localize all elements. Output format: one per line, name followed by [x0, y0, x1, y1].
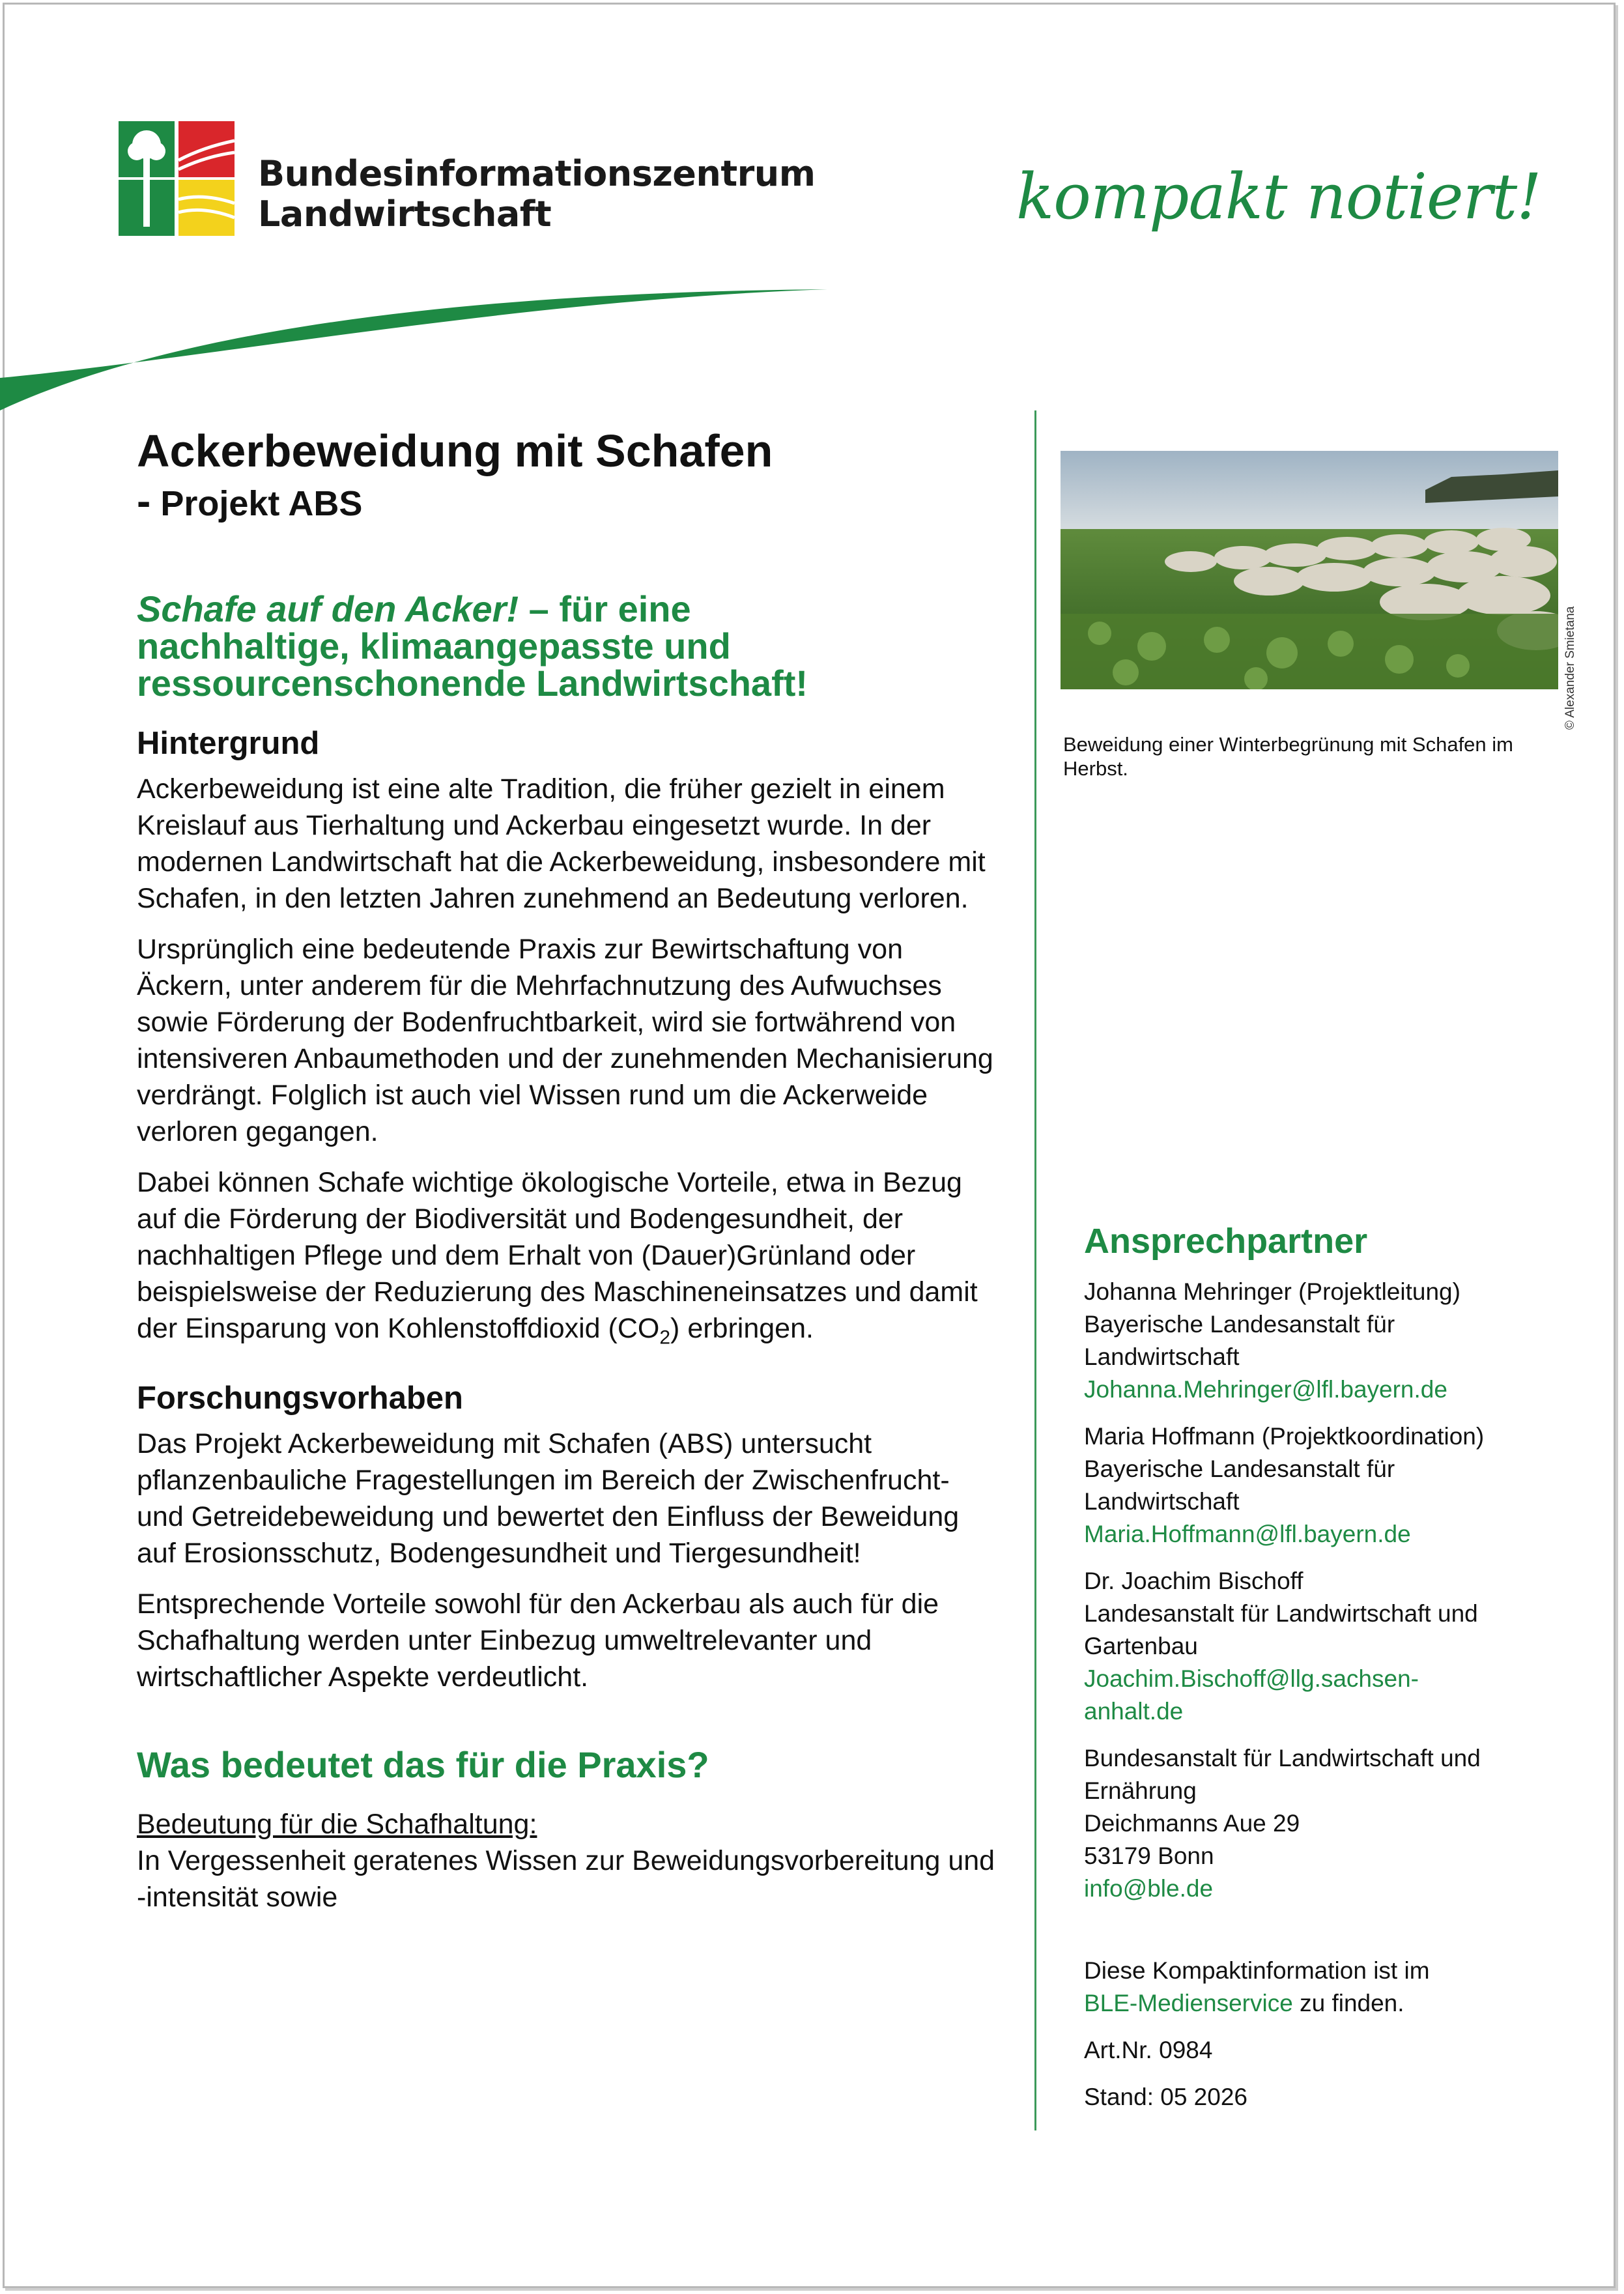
info-line: Diese Kompaktinformation ist im	[1084, 1957, 1430, 1984]
photo-caption: Beweidung einer Winterbegrünung mit Schafen im Herbst.	[1063, 733, 1513, 780]
contact-name: Dr. Joachim Bischoff	[1084, 1568, 1303, 1594]
ble-name: Bundesanstalt für Landwirtschaft und	[1084, 1745, 1481, 1771]
contact-institution: Bayerische Landesanstalt für	[1084, 1311, 1395, 1338]
contact-institution: Gartenbau	[1084, 1633, 1198, 1659]
heading-praxis: Was bedeutet das für die Praxis?	[137, 1743, 709, 1785]
contact-email-link[interactable]: anhalt.de	[1084, 1698, 1184, 1725]
contact-institution: Landwirtschaft	[1084, 1343, 1240, 1370]
lead-line2: nachhaltige, klimaangepasste und	[137, 625, 731, 667]
sheep-photo	[1061, 451, 1558, 689]
contact-institution: Bayerische Landesanstalt für	[1084, 1455, 1395, 1482]
paragraph-4: Das Projekt Ackerbeweidung mit Schafen (ABS) untersucht pflanzenbauliche Fragestellungen im Bereich der Zwischenfrucht- und Getreidebeweidung und bewertet den Einfluss der Beweidung auf Erosionsschutz, Bodengesundheit und Tiergesundheit!	[137, 1427, 960, 1569]
bzl-logo	[119, 121, 235, 236]
paragraph-6: In Vergessenheit geratenes Wissen zur Beweidungsvorbereitung und -intensität sowie	[137, 1844, 995, 1913]
org-name	[258, 154, 816, 235]
contact-hoffmann	[1084, 1420, 1592, 1551]
org-name-line1: Bundesinformationszentrum	[258, 153, 816, 194]
page-title: Ackerbeweidung mit Schafen	[137, 425, 773, 476]
page-subtitle	[137, 478, 997, 526]
ble-city: 53179 Bonn	[1084, 1842, 1214, 1869]
contact-bischoff	[1084, 1565, 1592, 1728]
subtitle-text: Projekt ABS	[160, 484, 363, 523]
stand: Stand: 05 2026	[1084, 2084, 1247, 2110]
medienservice-link[interactable]: BLE-Medienservice	[1084, 1990, 1293, 2016]
column-divider	[1034, 410, 1036, 2130]
info-block	[1084, 1955, 1592, 2114]
lead-rest: – für eine	[519, 588, 691, 629]
paragraph-2: Ursprünglich eine bedeutende Praxis zur Bewirtschaftung von Äckern, unter anderem für die Mehrfachnutzung des Aufwuchses sowie Förderung der Bodenfruchtbarkeit, wird sie fortwährend von intensiveren Anbaumethoden und der zunehmenden Mechanisierung verdrängt. Folglich ist auch viel Wissen rund um die Ackerweide verloren gegangen.	[137, 934, 993, 1147]
contact-institution: Landesanstalt für Landwirtschaft und	[1084, 1600, 1478, 1627]
contacts-section	[1084, 1218, 1592, 2114]
photo-credit: © Alexander Smietana	[1563, 606, 1577, 730]
heading-forschungsvorhaben: Forschungsvorhaben	[137, 1380, 463, 1416]
ble-street: Deichmanns Aue 29	[1084, 1810, 1300, 1837]
ble-email-link[interactable]: info@ble.de	[1084, 1875, 1214, 1902]
lead-italic: Schafe auf den Acker!	[137, 588, 519, 629]
paragraph-5: Entsprechende Vorteile sowohl für den Ackerbau als auch für die Schafhaltung werden unter Einbezug umweltrelevanter und wirtschaftlicher Aspekte verdeutlicht.	[137, 1588, 939, 1693]
contact-mehringer	[1084, 1276, 1592, 1406]
heading-hintergrund: Hintergrund	[137, 726, 320, 761]
green-swoosh	[0, 280, 834, 417]
lead-line3: ressourcenschonende Landwirtschaft!	[137, 663, 808, 704]
contact-name: Maria Hoffmann (Projektkoordination)	[1084, 1423, 1485, 1450]
contact-name: Johanna Mehringer (Projektleitung)	[1084, 1278, 1460, 1305]
subheading-schafhaltung: Bedeutung für die Schafhaltung:	[137, 1808, 537, 1840]
org-name-line2: Landwirtschaft	[258, 194, 552, 235]
contact-email-link[interactable]: Maria.Hoffmann@lfl.bayern.de	[1084, 1521, 1411, 1547]
paragraph-1: Ackerbeweidung ist eine alte Tradition, die früher gezielt in einem Kreislauf aus Tierhaltung und Ackerbau eingesetzt wurde. In der modernen Landwirtschaft hat die Ackerbeweidung, insbesondere mit Schafen, in den letzten Jahren zunehmend an Bedeutung verloren.	[137, 773, 986, 914]
subtitle-dash: -	[137, 478, 151, 524]
lead-statement	[137, 590, 997, 702]
contact-institution: Landwirtschaft	[1084, 1488, 1240, 1515]
art-nr: Art.Nr. 0984	[1084, 2037, 1213, 2063]
contact-ble	[1084, 1742, 1592, 1905]
paragraph-3: Dabei können Schafe wichtige ökologische Vorteile, etwa in Bezug auf die Förderung der Biodiversität und Bodengesundheit, der nachhaltigen Pflege und dem Erhalt von (Dauer)Grünland oder beispielsweise der Reduzierung des Maschineneinsatzes und damit der Einsparung von Kohlenstoffdioxid $(CO_2)$ erbringen.	[137, 1167, 978, 1349]
contact-email-link[interactable]: Joachim.Bischoff@llg.sachsen-	[1084, 1665, 1419, 1692]
info-line-2: BLE-Medienservice zu finden.	[1084, 1990, 1404, 2016]
tagline: kompakt notiert!	[1016, 160, 1541, 233]
ble-name: Ernährung	[1084, 1777, 1197, 1804]
main-column	[137, 423, 997, 1915]
contacts-heading: Ansprechpartner	[1084, 1222, 1368, 1261]
contact-email-link[interactable]: Johanna.Mehringer@lfl.bayern.de	[1084, 1376, 1447, 1403]
